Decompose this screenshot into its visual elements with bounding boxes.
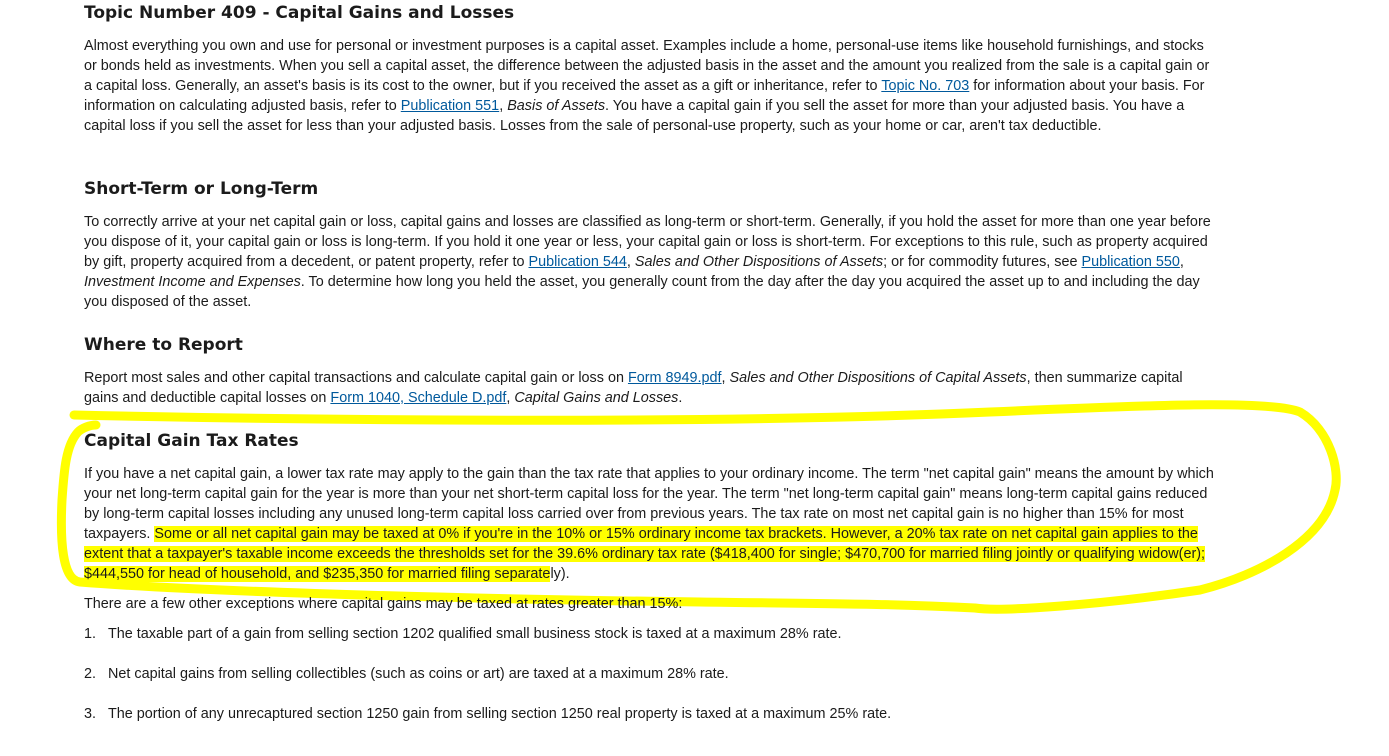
highlighted-text: Some or all net capital gain may be taxed at 0% if you're in the 10% or 15% ordinary income tax brackets. However, a 20% tax rate on net capital gain applies to the extent that a taxpayer's taxable income exceeds the thresholds set for the 39.6% ordinary tax rate ($418,400 for single; $470,700 for married filing jointly or qualifying widow(er); $444,550 for head of household, and $235,350 for married filing separate — [84, 526, 1206, 582]
link-publication-550[interactable]: Publication 550 — [1081, 254, 1180, 270]
link-publication-551[interactable]: Publication 551 — [400, 98, 500, 114]
heading-capital-gain-tax-rates: Capital Gain Tax Rates — [84, 431, 299, 451]
heading-short-long-term: Short-Term or Long-Term — [84, 179, 319, 199]
list-item: 2. Net capital gains from selling collectibles (such as coins or art) are taxed at a maximum 28% rate. — [84, 666, 729, 682]
list-item: 3. The portion of any unrecaptured section 1250 gain from selling section 1250 real property is taxed at a maximum 25% rate. — [84, 706, 892, 722]
link-form-8949[interactable]: Form 8949.pdf — [627, 370, 722, 386]
paragraph-capital-asset: Almost everything you own and use for personal or investment purposes is a capital asset. Examples include a home, personal-use items like household furnishings, and stocks or bonds held as investments. When you sell a capital asset, the difference between the adjusted basis in the asset and the amount you realized from the sale is a capital gain or a capital loss. Generally, an asset's basis is its cost to the owner, but if you received the asset as a gift or inheritance, refer to Topic No. 703 for information about your basis. For information on calculating adjusted basis, refer to Publication 551, Basis of Assets. You have a capital gain if you sell the asset for more than your adjusted basis. You have a capital loss if you sell the asset for less than your adjusted basis. Losses from the sale of personal-use property, such as your home or car, aren't tax deductible. — [84, 38, 1210, 134]
link-form-1040-schedule-d[interactable]: Form 1040, Schedule D.pdf — [330, 390, 507, 406]
link-topic-703[interactable]: Topic No. 703 — [881, 78, 970, 94]
link-publication-544[interactable]: Publication 544 — [528, 254, 627, 270]
paragraph-short-long-term: To correctly arrive at your net capital gain or loss, capital gains and losses are classified as long-term or short-term. Generally, if you hold the asset for more than one year before you dispose of it, your capital gain or loss is long-term. If you hold it one year or less, your capital gain or loss is short-term. For exceptions to this rule, such as property acquired by gift, property acquired from a decedent, or patent property, refer to Publication 544, Sales and Other Dispositions of Assets; or for commodity futures, see Publication 550, Investment Income and Expenses. To determine how long you held the asset, you generally count from the day after the day you acquired the asset up to and including the day you disposed of the asset. — [84, 214, 1211, 310]
paragraph-exceptions-intro: There are a few other exceptions where capital gains may be taxed at rates greater than 15%: — [84, 596, 683, 612]
heading-topic-409: Topic Number 409 - Capital Gains and Losses — [84, 3, 515, 23]
heading-where-to-report: Where to Report — [84, 335, 243, 355]
paragraph-tax-rates: If you have a net capital gain, a lower tax rate may apply to the gain than the tax rate that applies to your ordinary income. The term "net capital gain" means the amount by which your net long-term capital gain for the year is more than your net short-term capital loss for the year. The term "net long-term capital gain" means long-term capital gains reduced by long-term capital losses including any unused long-term capital loss carried over from previous years. The tax rate on most net capital gain is no higher than 15% for most taxpayers. Some or all net capital gain may be taxed at 0% if you're in the 10% or 15% ordinary income tax brackets. However, a 20% tax rate on net capital gain applies to the extent that a taxpayer's taxable income exceeds the thresholds set for the 39.6% ordinary tax rate ($418,400 for single; $470,700 for married filing jointly or qualifying widow(er); $444,550 for head of household, and $235,350 for married filing separately). — [84, 466, 1214, 582]
list-item: 1. The taxable part of a gain from selling section 1202 qualified small business stock is taxed at a maximum 28% rate. — [84, 626, 842, 642]
paragraph-where-to-report: Report most sales and other capital transactions and calculate capital gain or loss on Form 8949.pdf, Sales and Other Dispositions of Capital Assets, then summarize capital gains and deductible capital losses on Form 1040, Schedule D.pdf, Capital Gains and Losses. — [84, 370, 1183, 406]
